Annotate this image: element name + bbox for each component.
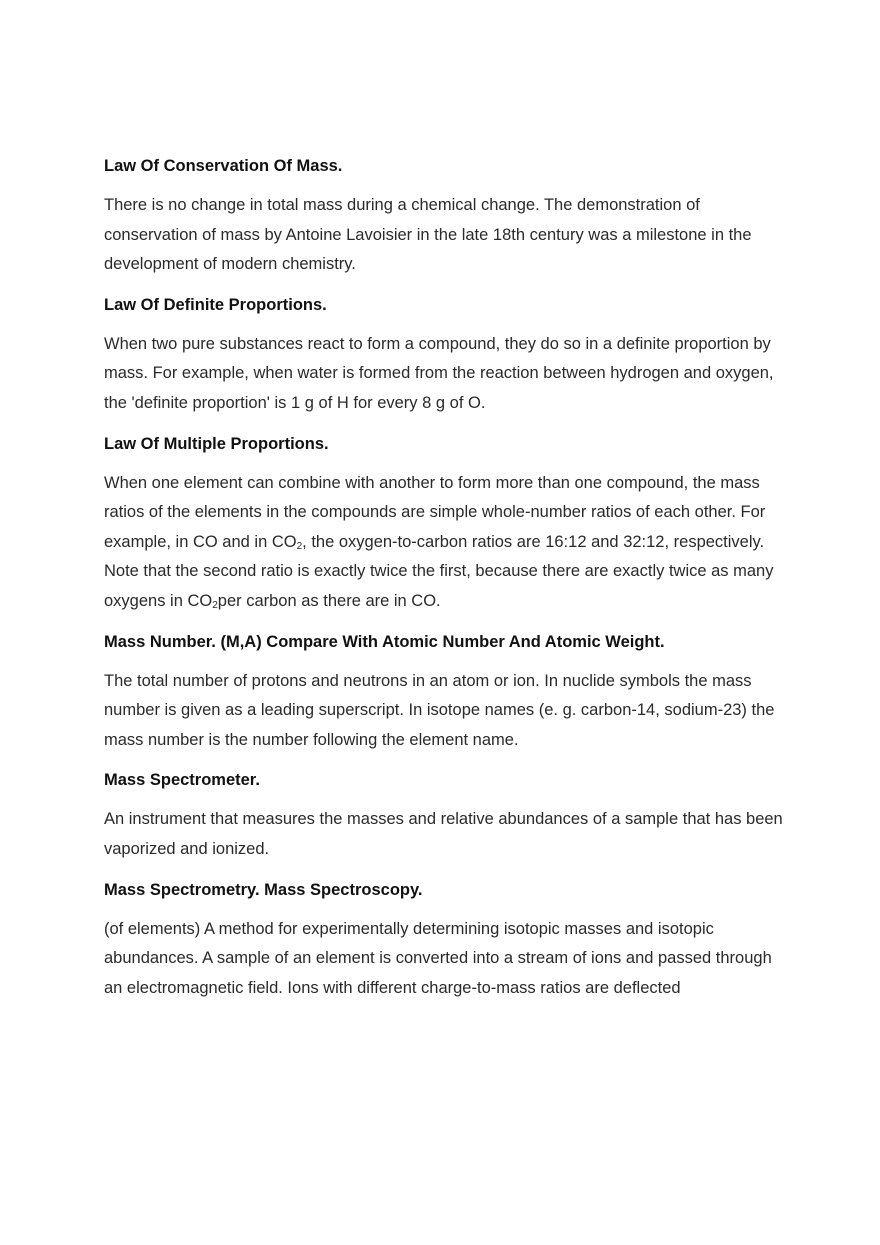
section-body-conservation-of-mass: There is no change in total mass during a chemical change. The demonstration of conservation of mass by Antoine Lavoisier in the late 18th century was a milestone in the development of modern chemistry. bbox=[104, 196, 752, 274]
body-text-part: per carbon as there are in CO. bbox=[217, 591, 441, 610]
section-body-mass-spectrometer: An instrument that measures the masses and relative abundances of a sample that has been vaporized and ionized. bbox=[104, 810, 783, 858]
section-body-mass-spectrometry: (of elements) A method for experimentally determining isotopic masses and isotopic abundances. A sample of an element is converted into a stream of ions and passed through an electromagnetic field. Ions with different charge-to-mass ratios are deflected bbox=[104, 919, 772, 997]
section-heading-mass-number: Mass Number. (M,A) Compare With Atomic Number And Atomic Weight. bbox=[104, 632, 665, 651]
section-body-definite-proportions: When two pure substances react to form a compound, they do so in a definite proportion by mass. For example, when water is formed from the reaction between hydrogen and oxygen, the 'definite proportion' is 1 g of H for every 8 g of O. bbox=[104, 334, 774, 412]
section-heading-multiple-proportions: Law Of Multiple Proportions. bbox=[104, 434, 329, 453]
document-page bbox=[104, 155, 784, 1017]
body-text-part: , the oxygen-to-carbon ratios are 16:12 and 32:12, respectively. Note that the second ratio is exactly twice the first, because there are exactly twice as many oxygens in CO bbox=[104, 532, 774, 610]
section-heading-conservation-of-mass: Law Of Conservation Of Mass. bbox=[104, 157, 343, 175]
section-heading-mass-spectrometry: Mass Spectrometry. Mass Spectroscopy. bbox=[104, 880, 423, 899]
subscript: 2 bbox=[296, 540, 303, 552]
section-body-multiple-proportions bbox=[104, 469, 784, 617]
section-heading-definite-proportions: Law Of Definite Proportions. bbox=[104, 295, 327, 314]
section-heading-mass-spectrometer: Mass Spectrometer. bbox=[104, 771, 260, 790]
section-body-mass-number: The total number of protons and neutrons in an atom or ion. In nuclide symbols the mass number is given as a leading superscript. In isotope names (e. g. carbon-14, sodium-23) the mass number is the number following the element name. bbox=[104, 671, 775, 749]
subscript: 2 bbox=[212, 599, 218, 611]
body-text-part: When one element can combine with another to form more than one compound, the mass ratios of the elements in the compounds are simple whole-number ratios of each other. For example, in CO and in CO bbox=[104, 473, 766, 551]
